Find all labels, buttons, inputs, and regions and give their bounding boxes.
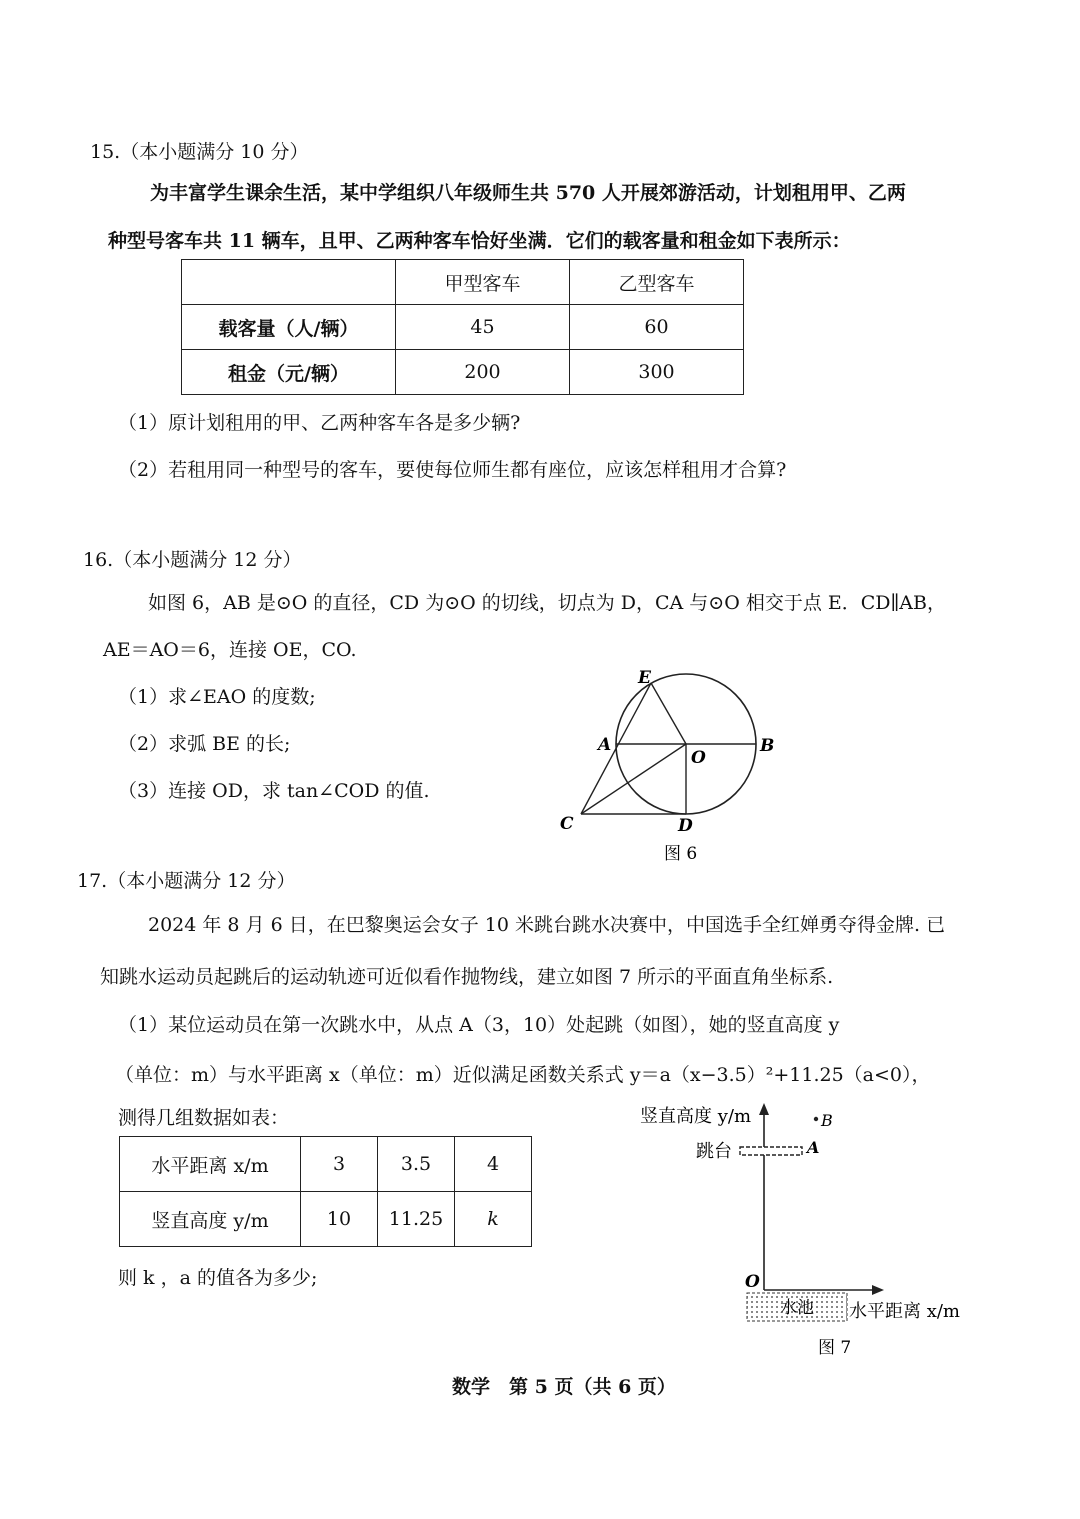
q16-sub3: （3）连接 OD，求 tan∠COD 的值. <box>118 780 430 802</box>
table-cell: 300 <box>570 350 744 395</box>
label-o: O <box>691 748 706 768</box>
q15-text-line2: 种型号客车共 11 辆车，且甲、乙两种客车恰好坐满．它们的载客量和租金如下表所示： <box>108 230 851 252</box>
table-cell: 60 <box>570 305 744 350</box>
q15-table <box>181 259 744 395</box>
table-row <box>120 1192 532 1247</box>
table-row <box>182 260 744 305</box>
q15-sub1: （1）原计划租用的甲、乙两种客车各是多少辆? <box>118 412 521 434</box>
table-cell: 10 <box>301 1192 378 1247</box>
q15-header: 15.（本小题满分 10 分） <box>90 141 309 163</box>
x-axis-label: 水平距离 x/m <box>849 1301 961 1322</box>
label-b: B <box>760 736 775 756</box>
table-cell: 租金（元/辆） <box>182 350 396 395</box>
point-b-dot <box>814 1117 818 1121</box>
point-b-label: B <box>821 1111 833 1130</box>
x-axis-arrow <box>872 1285 884 1295</box>
q17-text-line2: 知跳水运动员起跳后的运动轨迹可近似看作抛物线，建立如图 7 所示的平面直角坐标系. <box>100 966 834 988</box>
point-a-label: A <box>807 1138 820 1157</box>
figure-6-caption: 图 6 <box>664 844 698 864</box>
label-a: A <box>598 735 612 755</box>
table-cell: 载客量（人/辆） <box>182 305 396 350</box>
origin-label: O <box>745 1272 760 1292</box>
q15-sub2: （2）若租用同一种型号的客车，要使每位师生都有座位，应该怎样租用才合算? <box>118 459 787 481</box>
segment-oe <box>651 683 686 744</box>
figure-7-caption: 图 7 <box>818 1338 852 1358</box>
table-cell: 竖直高度 y/m <box>120 1192 301 1247</box>
table-cell: 11.25 <box>378 1192 455 1247</box>
page-footer: 数学 第 5 页（共 6 页） <box>452 1376 676 1398</box>
platform-label: 跳台 <box>696 1141 732 1162</box>
figure-7 <box>630 1095 980 1365</box>
table-cell: 4 <box>455 1137 532 1192</box>
table-row <box>182 350 744 395</box>
q16-text-line2: AE＝AO＝6，连接 OE，CO. <box>103 639 357 661</box>
table-cell: 3 <box>301 1137 378 1192</box>
table-row <box>182 305 744 350</box>
label-d: D <box>678 816 693 836</box>
table-header-cell: 甲型客车 <box>396 260 570 305</box>
figure-6 <box>550 665 790 865</box>
q17-sub1-line2: （单位：m）与水平距离 x（单位：m）近似满足函数关系式 y＝a（x−3.5）²+11.25（a<0）， <box>115 1064 931 1086</box>
table-cell: k <box>455 1192 532 1247</box>
q17-sub1-line3: 测得几组数据如表： <box>118 1107 290 1129</box>
table-row <box>120 1137 532 1192</box>
table-cell: 45 <box>396 305 570 350</box>
table-cell: 水平距离 x/m <box>120 1137 301 1192</box>
q17-ask: 则 k ，a 的值各为多少; <box>118 1267 318 1289</box>
platform-shape <box>740 1147 802 1155</box>
label-e: E <box>638 668 651 688</box>
q17-header: 17.（本小题满分 12 分） <box>77 870 296 892</box>
pool-label: 水池 <box>780 1298 814 1318</box>
q17-text-line1: 2024 年 8 月 6 日，在巴黎奥运会女子 10 米跳台跳水决赛中，中国选手全红婵勇夺得金牌. 已 <box>148 914 946 936</box>
table-cell: 3.5 <box>378 1137 455 1192</box>
q15-text-line1: 为丰富学生课余生活，某中学组织八年级师生共 570 人开展郊游活动，计划租用甲、乙两 <box>150 182 906 204</box>
table-header-cell: 乙型客车 <box>570 260 744 305</box>
table-header-cell <box>182 260 396 305</box>
segment-co <box>581 744 686 814</box>
q17-sub1-line1: （1）某位运动员在第一次跳水中，从点 A（3，10）处起跳（如图），她的竖直高度 y <box>118 1014 840 1036</box>
q16-sub2: （2）求弧 BE 的长; <box>118 733 291 755</box>
y-axis-arrow <box>759 1103 769 1115</box>
q16-header: 16.（本小题满分 12 分） <box>83 549 302 571</box>
q16-text-line1: 如图 6，AB 是⊙O 的直径，CD 为⊙O 的切线，切点为 D，CA 与⊙O 相交于点 E．CD∥AB， <box>148 592 946 614</box>
q17-table <box>119 1136 532 1247</box>
label-c: C <box>560 814 574 834</box>
y-axis-label: 竖直高度 y/m <box>640 1106 752 1127</box>
table-cell: 200 <box>396 350 570 395</box>
line-ce <box>581 683 651 814</box>
q16-sub1: （1）求∠EAO 的度数; <box>118 686 316 708</box>
